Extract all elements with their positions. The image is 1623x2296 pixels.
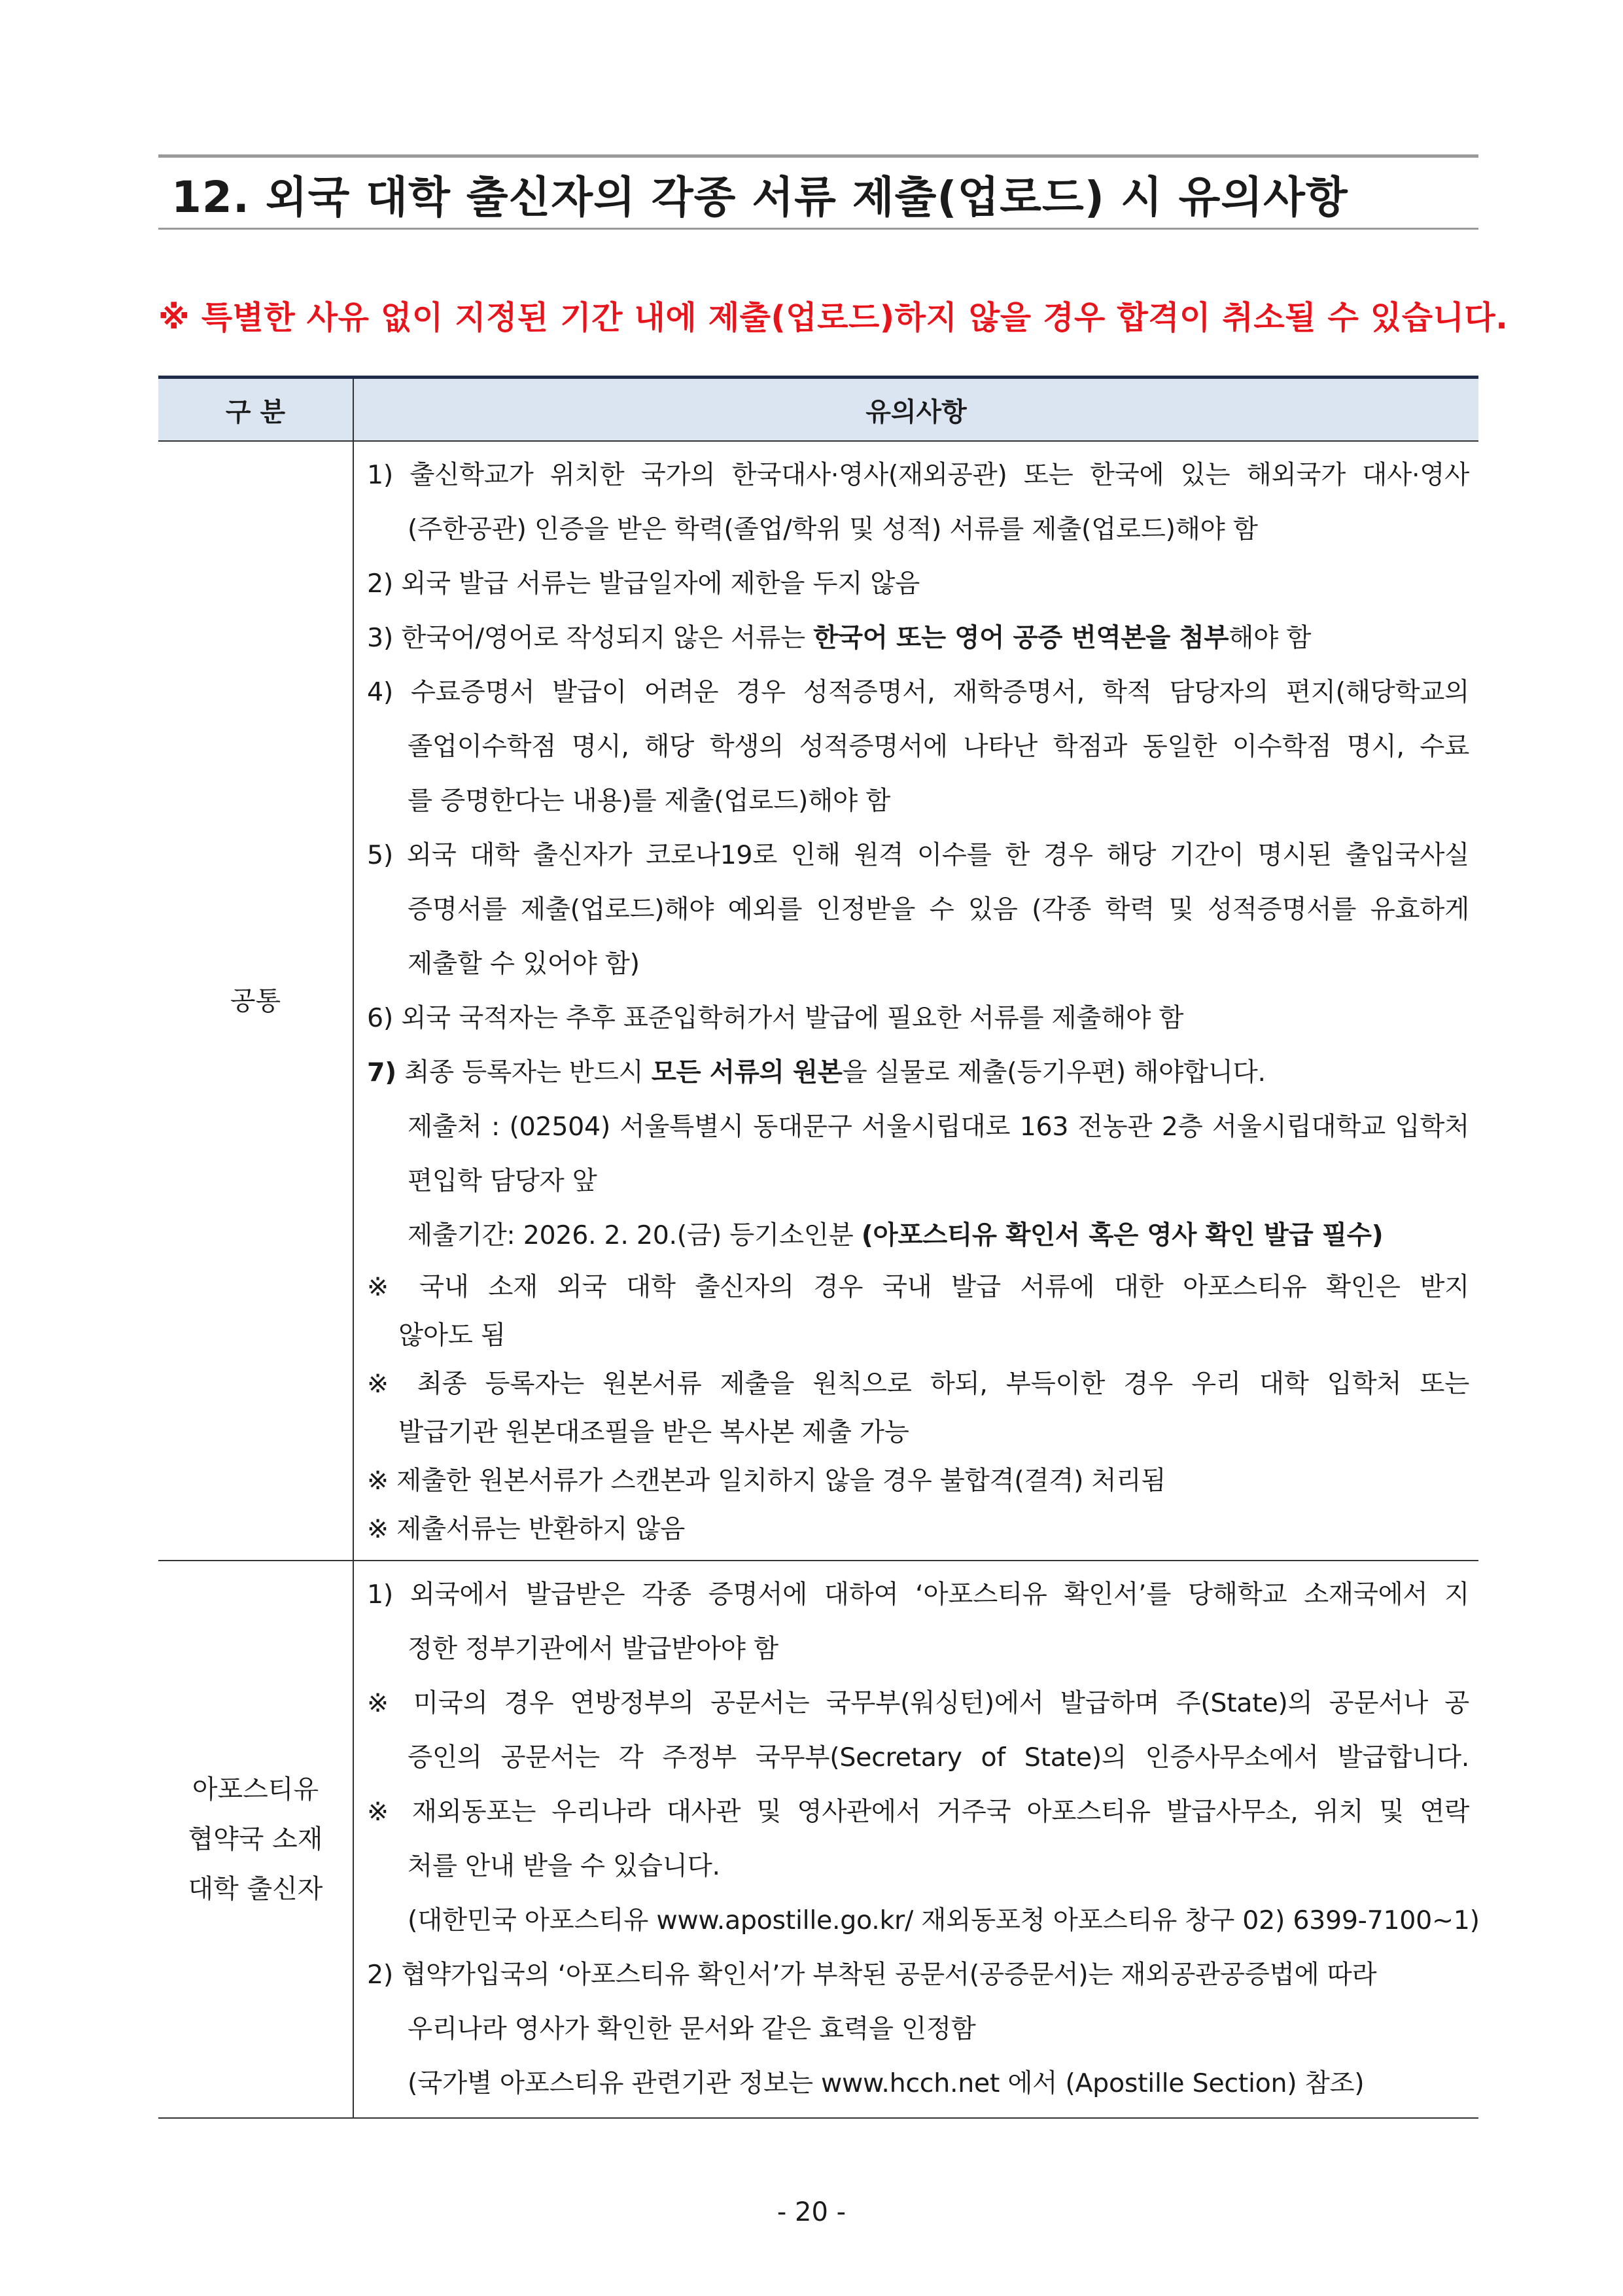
common-line-4: 3) 한국어/영어로 작성되지 않은 서류는 한국어 또는 영어 공증 번역본을 첨부해야 함	[367, 623, 1312, 653]
page-number: - 20 -	[777, 2197, 846, 2227]
category-apostille-line-3: 대학 출신자	[188, 1874, 323, 1904]
common-note-1a: ※ 국내 소재 외국 대학 출신자의 경우 국내 발급 서류에 대한 아포스티유 확인은 받지	[367, 1272, 1469, 1302]
precautions-apostille	[353, 1561, 1478, 2118]
apostille-line-10: (국가별 아포스티유 관련기관 정보는 www.hcch.net 에서 (Apostille Section) 참조)	[408, 2068, 1365, 2098]
common-note-2a: ※ 최종 등록자는 원본서류 제출을 원칙으로 하되, 부득이한 경우 우리 대학 입학처 또는	[367, 1369, 1469, 1399]
apostille-line-9: 우리나라 영사가 확인한 문서와 같은 효력을 인정함	[408, 2014, 976, 2044]
common-line-5: 4) 수료증명서 발급이 어려운 경우 성적증명서, 재학증명서, 학적 담당자의 편지(해당학교의	[367, 677, 1469, 707]
apostille-line-5: ※ 재외동포는 우리나라 대사관 및 영사관에서 거주국 아포스티유 발급사무소, 위치 및 연락	[367, 1797, 1469, 1827]
original-docs-emphasis: 모든 서류의 원본	[651, 1057, 843, 1087]
common-line-12: 7) 최종 등록자는 반드시 모든 서류의 원본을 실물로 제출(등기우편) 해야합니다.	[367, 1057, 1266, 1087]
cancellation-notice: ※ 특별한 사유 없이 지정된 기간 내에 제출(업로드)하지 않을 경우 합격이 취소될 수 있습니다.	[158, 299, 1509, 336]
common-line-2: (주한공관) 인증을 받은 학력(졸업/학위 및 성적) 서류를 제출(업로드)해야 함	[408, 514, 1258, 544]
common-line-10: 제출할 수 있어야 함)	[408, 949, 640, 979]
common-line-11: 6) 외국 국적자는 추후 표준입학허가서 발급에 필요한 서류를 제출해야 함	[367, 1003, 1184, 1033]
table-row-common	[158, 441, 1478, 1561]
precautions-table	[158, 376, 1478, 2119]
category-apostille-line-1: 아포스티유	[192, 1775, 319, 1805]
common-line-6: 졸업이수학점 명시, 해당 학생의 성적증명서에 나타난 학점과 동일한 이수학점 명시, 수료	[408, 732, 1469, 762]
common-note-2b: 발급기관 원본대조필을 받은 복사본 제출 가능	[398, 1417, 909, 1447]
apostille-line-2: 정한 정부기관에서 발급받아야 함	[408, 1634, 778, 1664]
apostille-line-4: 증인의 공문서는 각 주정부 국무부(Secretary of State)의 인증사무소에서 발급합니다.	[408, 1742, 1469, 1773]
header-category: 구 분	[158, 378, 353, 442]
submission-recipient: 편입학 담당자 앞	[408, 1166, 597, 1196]
submission-address: 제출처 : (02504) 서울특별시 동대문구 서울시립대로 163 전농관 2층 서울시립대학교 입학처	[408, 1112, 1469, 1142]
common-note-1b: 않아도 됨	[398, 1320, 506, 1351]
common-line-7: 를 증명한다는 내용)를 제출(업로드)해야 함	[408, 786, 890, 816]
apostille-line-6: 처를 안내 받을 수 있습니다.	[408, 1851, 720, 1881]
apostille-line-3: ※ 미국의 경우 연방정부의 공문서는 국무부(워싱턴)에서 발급하며 주(State)의 공문서나 공	[367, 1688, 1469, 1718]
submission-period: 제출기간: 2026. 2. 20.(금) 등기소인분 (아포스티유 확인서 혹은 영사 확인 발급 필수)	[408, 1220, 1384, 1250]
table-row-apostille	[158, 1561, 1478, 2118]
apostille-line-1: 1) 외국에서 발급받은 각종 증명서에 대하여 ‘아포스티유 확인서’를 당해학교 소재국에서 지	[367, 1580, 1469, 1610]
apostille-required-emphasis: (아포스티유 확인서 혹은 영사 확인 발급 필수)	[861, 1220, 1384, 1250]
common-note-4: ※ 제출서류는 반환하지 않음	[367, 1514, 685, 1544]
category-apostille	[158, 1561, 353, 2118]
table-header-row	[158, 378, 1478, 442]
header-precautions: 유의사항	[353, 378, 1478, 442]
common-line-9: 증명서를 제출(업로드)해야 예외를 인정받을 수 있음 (각종 학력 및 성적증명서를 유효하게	[408, 894, 1469, 925]
translation-emphasis: 한국어 또는 영어 공증 번역본을 첨부	[813, 623, 1229, 653]
submission-date: 2026. 2. 20.(금)	[523, 1220, 722, 1250]
title-rule-top	[158, 154, 1478, 158]
common-line-8: 5) 외국 대학 출신자가 코로나19로 인해 원격 이수를 한 경우 해당 기간이 명시된 출입국사실	[367, 840, 1469, 870]
apostille-line-7: (대한민국 아포스티유 www.apostille.go.kr/ 재외동포청 아포스티유 창구 02) 6399-7100~1)	[408, 1905, 1480, 1935]
page-title: 12. 외국 대학 출신자의 각종 서류 제출(업로드) 시 유의사항	[171, 172, 1348, 222]
title-rule-bottom	[158, 228, 1478, 230]
apostille-line-8: 2) 협약가입국의 ‘아포스티유 확인서’가 부착된 공문서(공증문서)는 재외공관공증법에 따라	[367, 1960, 1377, 1990]
category-apostille-line-2: 협약국 소재	[188, 1824, 323, 1854]
common-line-1: 1) 출신학교가 위치한 국가의 한국대사·영사(재외공관) 또는 한국에 있는 해외국가 대사·영사	[367, 460, 1469, 490]
precautions-common	[353, 441, 1478, 1561]
common-line-3: 2) 외국 발급 서류는 발급일자에 제한을 두지 않음	[367, 569, 920, 599]
category-common: 공통	[158, 441, 353, 1561]
common-note-3: ※ 제출한 원본서류가 스캔본과 일치하지 않을 경우 불합격(결격) 처리됨	[367, 1466, 1166, 1496]
